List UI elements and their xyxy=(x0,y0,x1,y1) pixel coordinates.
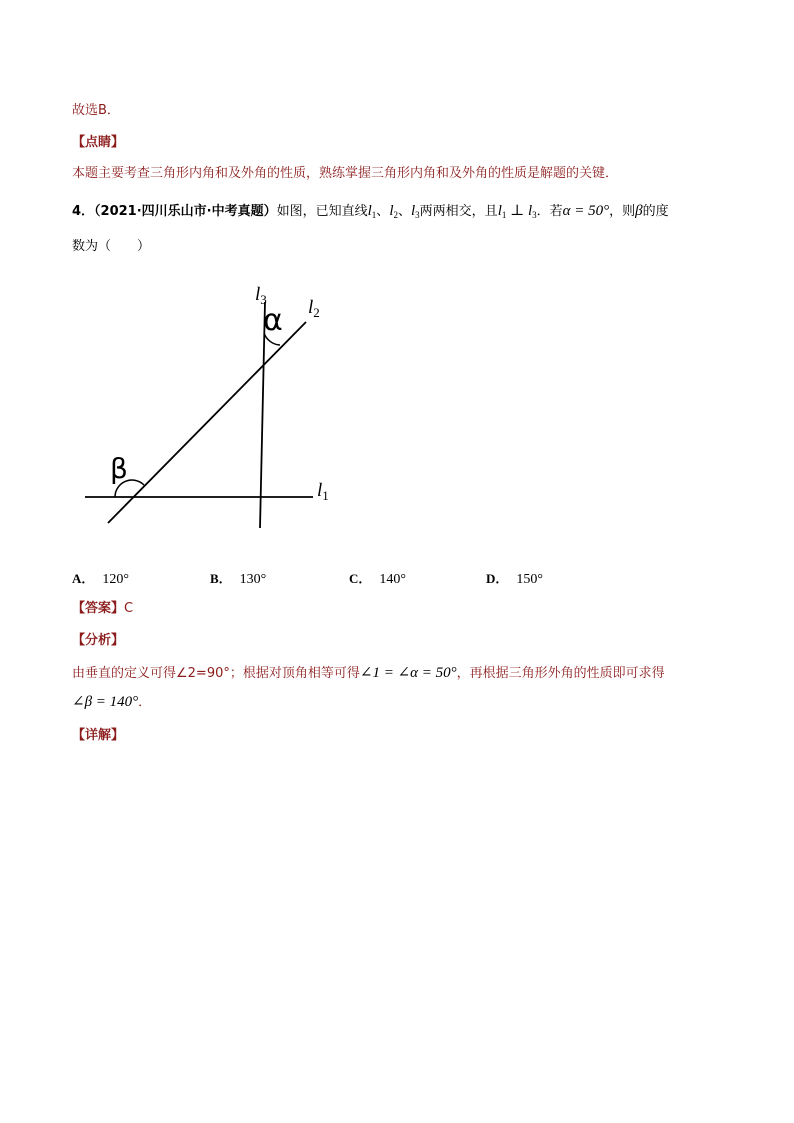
question-number: 4． xyxy=(72,204,95,219)
alpha-expression: α = 50° xyxy=(562,203,610,219)
beta-label: β xyxy=(110,452,128,485)
question-text-1: 如图，已知直线 xyxy=(276,204,368,219)
option-a[interactable] xyxy=(72,568,129,588)
option-letter: C． xyxy=(349,571,372,586)
option-d[interactable] xyxy=(486,568,543,588)
beta-symbol: β xyxy=(635,203,643,219)
option-value: 140° xyxy=(379,572,406,587)
analysis-text-2: ，再根据三角形外角的性质即可求得 xyxy=(456,666,665,681)
angle-expression-1: ∠1 = ∠α = 50° xyxy=(359,665,457,681)
alpha-label: α xyxy=(263,303,283,338)
label-l3: $l_3$ xyxy=(255,284,267,307)
analysis-label: 【分析】 xyxy=(72,633,125,648)
symbol-l2: $l_2$ xyxy=(389,203,398,220)
answer-label: 【答案】 xyxy=(72,601,125,616)
question-text-5: 的度 xyxy=(642,204,669,219)
question-text-3: ．若 xyxy=(536,204,563,219)
question-line-1 xyxy=(72,202,669,224)
option-letter: D． xyxy=(486,571,509,586)
label-l2: $l_2$ xyxy=(308,297,320,320)
separator: 、 xyxy=(397,204,411,219)
comment-text: 本题主要考查三角形内角和及外角的性质，熟练掌握三角形内角和及外角的性质是解题的关键． xyxy=(72,166,619,181)
option-letter: B． xyxy=(210,571,232,586)
answer-line xyxy=(72,600,133,618)
analysis-line-1 xyxy=(72,664,665,683)
question-line-2: 数为（ ） xyxy=(72,239,151,254)
separator: 、 xyxy=(376,204,390,219)
option-letter: A． xyxy=(72,571,95,586)
option-b[interactable] xyxy=(210,568,266,588)
symbol-l1: $l_1$ xyxy=(367,203,377,220)
geometry-figure xyxy=(70,278,370,558)
perp-expression: $l_1$ ⊥ $l_3$ xyxy=(497,203,537,220)
line-l2 xyxy=(108,322,306,523)
detail-label: 【详解】 xyxy=(72,728,125,743)
comment-label: 【点睛】 xyxy=(72,135,125,150)
analysis-text-1: 由垂直的定义可得∠2=90°；根据对顶角相等可得 xyxy=(72,666,360,681)
analysis-line-2 xyxy=(72,693,151,712)
option-value: 120° xyxy=(102,572,129,587)
previous-conclusion: 故选B． xyxy=(72,103,120,118)
option-c[interactable] xyxy=(349,568,406,588)
question-text-4: ，则 xyxy=(609,204,636,219)
question-text-2: 两两相交，且 xyxy=(419,204,498,219)
symbol-l3: $l_3$ xyxy=(411,203,420,220)
analysis-text-3: ． xyxy=(138,695,152,710)
angle-expression-2: ∠β = 140° xyxy=(72,694,139,710)
answer-value: C xyxy=(124,601,134,616)
label-l1: $l_1$ xyxy=(317,480,329,503)
option-value: 150° xyxy=(516,572,543,587)
option-value: 130° xyxy=(239,572,267,587)
question-source: （2021·四川乐山市·中考真题） xyxy=(94,204,277,219)
